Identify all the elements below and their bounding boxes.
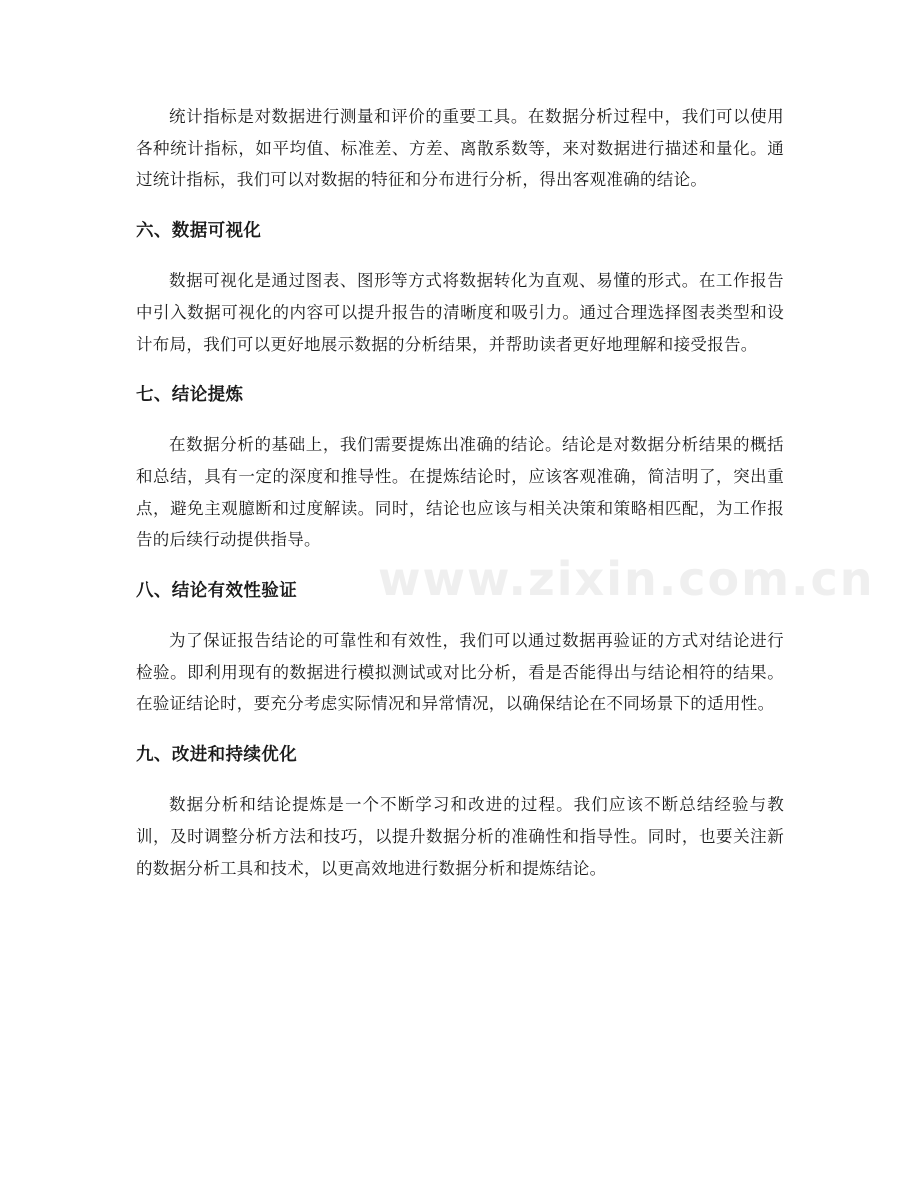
paragraph-section-6: 数据可视化是通过图表、图形等方式将数据转化为直观、易懂的形式。在工作报告中引入数据可视化的内容可以提升报告的清晰度和吸引力。通过合理选择图表类型和设计布局，我们可以更好地展示数据的分析结果，并帮助读者更好地理解和接受报告。	[136, 271, 784, 354]
paragraph-statistics-intro: 统计指标是对数据进行测量和评价的重要工具。在数据分析过程中，我们可以使用各种统计指标，如平均值、标准差、方差、离散系数等，来对数据进行描述和量化。通过统计指标，我们可以对数据的特征和分布进行分析，得出客观准确的结论。	[136, 107, 784, 190]
heading-section-9: 九、改进和持续优化	[136, 745, 298, 766]
watermark-text: www.zixin.com.cn	[378, 552, 875, 606]
paragraph-section-8: 为了保证报告结论的可靠性和有效性，我们可以通过数据再验证的方式对结论进行检验。即利用现有的数据进行模拟测试或对比分析，看是否能得出与结论相符的结果。在验证结论时，要充分考虑实际情况和异常情况，以确保结论在不同场景下的适用性。	[136, 631, 784, 714]
paragraph-section-9: 数据分析和结论提炼是一个不断学习和改进的过程。我们应该不断总结经验与教训，及时调整分析方法和技巧，以提升数据分析的准确性和指导性。同时，也要关注新的数据分析工具和技术，以更高效地进行数据分析和提炼结论。	[136, 795, 784, 878]
document-body	[136, 101, 784, 884]
heading-section-6: 六、数据可视化	[136, 221, 262, 242]
heading-section-7: 七、结论提炼	[136, 385, 244, 406]
paragraph-section-7: 在数据分析的基础上，我们需要提炼出准确的结论。结论是对数据分析结果的概括和总结，具有一定的深度和推导性。在提炼结论时，应该客观准确，简洁明了，突出重点，避免主观臆断和过度解读。同时，结论也应该与相关决策和策略相匹配，为工作报告的后续行动提供指导。	[136, 435, 784, 550]
heading-section-8: 八、结论有效性验证	[136, 581, 298, 602]
